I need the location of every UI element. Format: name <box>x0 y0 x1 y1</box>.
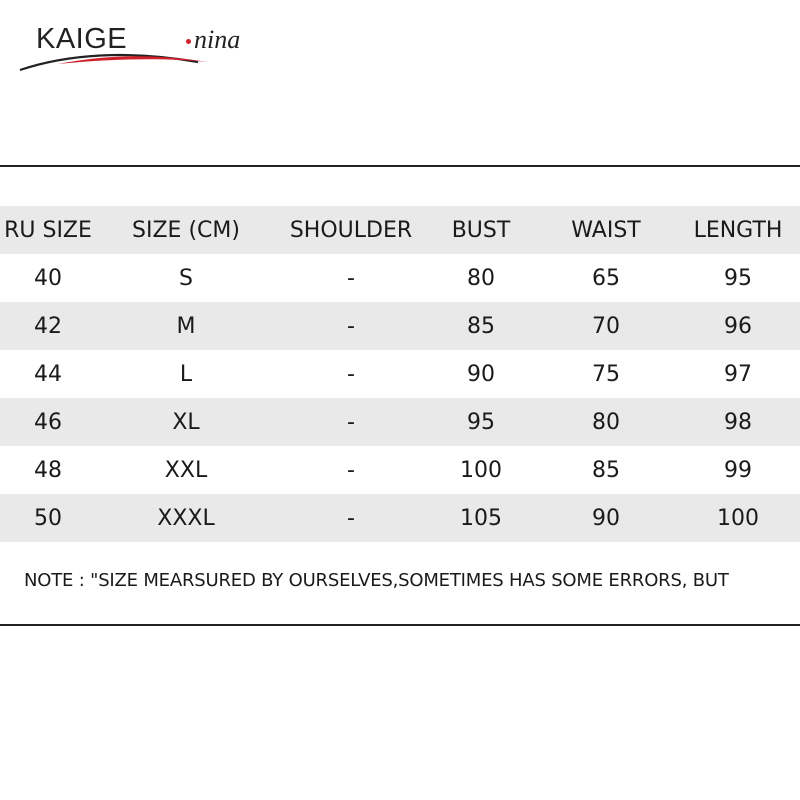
cell-ru-size: 46 <box>34 409 62 435</box>
table-row <box>0 350 800 398</box>
swoosh-icon <box>18 50 218 74</box>
cell-waist: 75 <box>592 361 620 387</box>
cell-size: XXXL <box>157 505 215 531</box>
cell-bust: 80 <box>467 265 495 291</box>
cell-length: 95 <box>724 265 752 291</box>
cell-ru-size: 44 <box>34 361 62 387</box>
table-header-row <box>0 206 800 254</box>
top-divider <box>0 165 800 167</box>
cell-size: XXL <box>164 457 208 483</box>
cell-size: S <box>179 265 193 291</box>
header-waist: WAIST <box>571 217 641 243</box>
cell-shoulder: - <box>347 313 355 339</box>
cell-bust: 85 <box>467 313 495 339</box>
cell-bust: 90 <box>467 361 495 387</box>
cell-length: 97 <box>724 361 752 387</box>
table-row <box>0 254 800 302</box>
cell-shoulder: - <box>347 265 355 291</box>
cell-length: 96 <box>724 313 752 339</box>
cell-shoulder: - <box>347 457 355 483</box>
brand-logo <box>18 22 258 74</box>
cell-size: M <box>176 313 196 339</box>
table-row <box>0 494 800 542</box>
table-row <box>0 302 800 350</box>
header-size-cm: SIZE (CM) <box>132 217 240 243</box>
table-row <box>0 446 800 494</box>
cell-size: XL <box>172 409 200 435</box>
cell-waist: 65 <box>592 265 620 291</box>
cell-bust: 100 <box>460 457 502 483</box>
cell-length: 99 <box>724 457 752 483</box>
bottom-divider <box>0 624 800 626</box>
brand-dot-icon <box>186 39 191 44</box>
cell-size: L <box>179 361 193 387</box>
cell-length: 100 <box>717 505 759 531</box>
brand-sub: nina <box>194 25 241 54</box>
cell-shoulder: - <box>347 409 355 435</box>
cell-waist: 90 <box>592 505 620 531</box>
header-length: LENGTH <box>693 217 783 243</box>
cell-bust: 95 <box>467 409 495 435</box>
size-note: NOTE : "SIZE MEARSURED BY OURSELVES,SOMETIMES HAS SOME ERRORS, BUT <box>24 570 729 591</box>
header-ru-size: RU SIZE <box>4 217 92 243</box>
cell-ru-size: 40 <box>34 265 62 291</box>
cell-length: 98 <box>724 409 752 435</box>
header-bust: BUST <box>451 217 511 243</box>
brand-name: KAIGE <box>36 23 128 55</box>
cell-ru-size: 50 <box>34 505 62 531</box>
header-shoulder: SHOULDER <box>289 217 413 243</box>
cell-bust: 105 <box>460 505 502 531</box>
cell-waist: 85 <box>592 457 620 483</box>
cell-waist: 70 <box>592 313 620 339</box>
cell-shoulder: - <box>347 505 355 531</box>
size-chart-table <box>0 206 800 542</box>
table-row <box>0 398 800 446</box>
cell-ru-size: 48 <box>34 457 62 483</box>
cell-ru-size: 42 <box>34 313 62 339</box>
cell-waist: 80 <box>592 409 620 435</box>
cell-shoulder: - <box>347 361 355 387</box>
